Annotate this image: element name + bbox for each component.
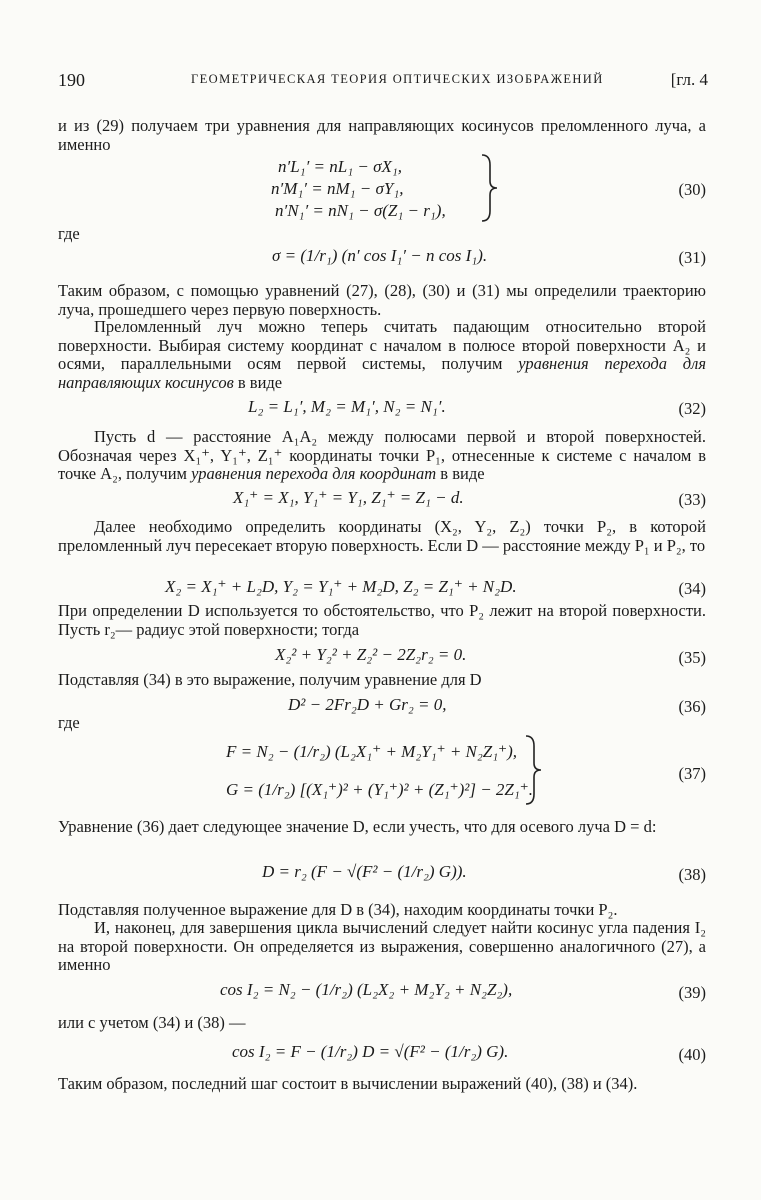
equation-number-38: (38): [678, 865, 706, 884]
running-title: ГЕОМЕТРИЧЕСКАЯ ТЕОРИЯ ОПТИЧЕСКИХ ИЗОБРАЖЕНИЙ: [191, 72, 604, 86]
equation-number-32: (32): [678, 399, 706, 418]
equation-number-34: (34): [678, 579, 706, 598]
equation-33: X₁⁺ = X₁, Y₁⁺ = Y₁, Z₁⁺ = Z₁ − d.: [233, 488, 464, 507]
paragraph-4: [58, 428, 706, 484]
equation-number-35: (35): [678, 648, 706, 667]
running-header: [58, 70, 708, 92]
equation-32: L₂ = L₁′, M₂ = M₁′, N₂ = N₁′.: [248, 397, 446, 416]
paragraph-4-emphasis: уравнения перехода для координат: [191, 464, 437, 483]
equation-38: D = r₂ (F − √(F² − (1/r₂) G)).: [262, 862, 467, 881]
equation-number-33: (33): [678, 490, 706, 509]
equation-36: D² − 2Fr₂D + Gr₂ = 0,: [288, 695, 447, 714]
paragraph-4-text: Пусть d — расстояние A₁A₂ между полюсами первой и второй поверхностей. Обозначая через X₁⁺, Y₁⁺, Z₁⁺ координаты точки P₁, отнесенные к системе с началом в точке A₂, получим: [58, 427, 706, 483]
equation-number-30: (30): [678, 180, 706, 199]
paragraph-12: Таким образом, последний шаг состоит в вычислении выражений (40), (38) и (34).: [58, 1074, 638, 1093]
paragraph-4-end: в виде: [436, 464, 485, 483]
equation-30-line-1: n′L₁′ = nL₁ − σX₁,: [278, 157, 403, 176]
paragraph-6: При определении D используется то обстоятельство, что P₂ лежит на второй поверхности. Пусть r₂— радиус этой поверхности; тогда: [58, 601, 706, 639]
paragraph-2: Таким образом, с помощью уравнений (27), (28), (30) и (31) мы определили траекторию луча, прошедшего через первую поверхность.: [58, 281, 706, 319]
paragraph-3-emphasis: уравнения перехода для направляющих косинусов: [58, 354, 706, 392]
equation-35: X₂² + Y₂² + Z₂² − 2Z₂r₂ = 0.: [275, 645, 467, 664]
paragraph-7: Подставляя (34) в это выражение, получим уравнение для D: [58, 670, 482, 689]
paragraph-10: И, наконец, для завершения цикла вычислений следует найти косинус угла падения I₂ на второй поверхности. Он определяется из выражения, совершенно аналогичного (27), а именно: [58, 918, 706, 974]
where-label-1: где: [58, 224, 80, 243]
paragraph-9: Подставляя полученное выражение для D в (34), находим координаты точки P₂.: [58, 900, 618, 919]
equation-34: X₂ = X₁⁺ + L₂D, Y₂ = Y₁⁺ + M₂D, Z₂ = Z₁⁺ + N₂D.: [165, 577, 517, 596]
paragraph-3-text: Преломленный луч можно теперь считать падающим относительно второй поверхности. Выбирая систему координат с началом в полюсе второй поверхности A₂ и осями, параллельными осям первой системы, получим: [58, 317, 706, 373]
paragraph-5: Далее необходимо определить координаты (X₂, Y₂, Z₂) точки P₂, в которой преломленный луч пересекает вторую поверхность. Если D — расстояние между P₁ и P₂, то: [58, 517, 706, 555]
page-number: 190: [58, 70, 85, 90]
right-brace-37: [522, 734, 544, 806]
equation-30-line-3: n′N₁′ = nN₁ − σ(Z₁ − r₁),: [275, 201, 446, 220]
equation-39: cos I₂ = N₂ − (1/r₂) (L₂X₂ + M₂Y₂ + N₂Z₂),: [220, 980, 513, 999]
equation-number-36: (36): [678, 697, 706, 716]
equation-37-line-2: G = (1/r₂) [(X₁⁺)² + (Y₁⁺)² + (Z₁⁺)²] − 2Z₁⁺.: [226, 780, 534, 799]
right-brace-30: [478, 153, 500, 223]
paragraph-3-end: в виде: [233, 372, 283, 392]
equation-number-37: (37): [678, 764, 706, 783]
equation-31: σ = (1/r₁) (n′ cos I₁′ − n cos I₁).: [272, 246, 488, 265]
equation-number-31: (31): [678, 248, 706, 267]
paragraph-11: или с учетом (34) и (38) —: [58, 1013, 246, 1032]
equation-30-line-2: n′M₁′ = nM₁ − σY₁,: [271, 179, 404, 198]
paragraph-1: и из (29) получаем три уравнения для направляющих косинусов преломленного луча, а именно: [58, 116, 706, 154]
equation-40: cos I₂ = F − (1/r₂) D = √(F² − (1/r₂) G).: [232, 1042, 509, 1061]
where-label-2: где: [58, 713, 80, 732]
equation-37-line-1: F = N₂ − (1/r₂) (L₂X₁⁺ + M₂Y₁⁺ + N₂Z₁⁺),: [226, 742, 518, 761]
paragraph-3: [58, 318, 706, 392]
paragraph-8: Уравнение (36) дает следующее значение D, если учесть, что для осевого луча D = d:: [58, 817, 657, 836]
chapter-label: [гл. 4: [670, 70, 708, 89]
equation-number-39: (39): [678, 983, 706, 1002]
equation-number-40: (40): [678, 1045, 706, 1064]
